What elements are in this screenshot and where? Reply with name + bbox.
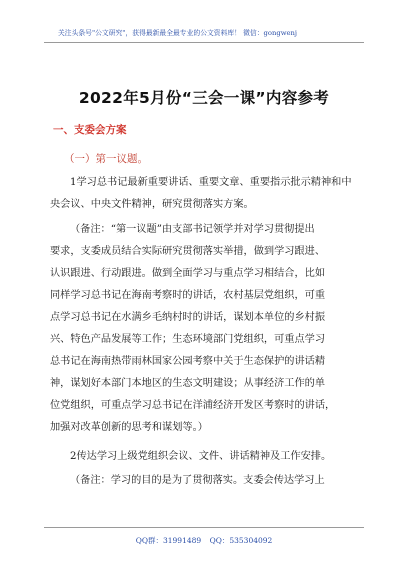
text-line: 神，谋划好本部门本地区的生态文明建设；从事经济工作的单 bbox=[50, 378, 326, 389]
text-line: （备注：学习的目的是为了贯彻落实。支委会传达学习上 bbox=[70, 475, 325, 486]
text-line: 央会议、中央文件精神，研究贯彻落实方案。 bbox=[50, 199, 254, 210]
paragraph-3 bbox=[50, 446, 362, 468]
section-heading: 一、支委会方案 bbox=[53, 124, 127, 136]
text-line: 加强对改革创新的思考和谋划等。） bbox=[50, 422, 208, 433]
footer bbox=[0, 535, 408, 546]
text-line: 位党组织，可重点学习总书记在洋浦经济开发区考察时的讲话， bbox=[50, 400, 336, 411]
text-line: 兴、特色产品发展等工作；生态环境部门党组织，可重点学习 bbox=[50, 334, 326, 345]
text-line: 2传达学习上级党组织会议、文件、讲话精神及工作安排。 bbox=[70, 451, 332, 462]
subsection-heading: （一）第一议题。 bbox=[64, 153, 148, 165]
text-line: 1学习总书记最新重要讲话、重要文章、重要指示批示精神和中 bbox=[70, 177, 352, 188]
document-title: 2022年5月份“三会一课”内容参考 bbox=[78, 89, 330, 107]
text-line: 同样学习总书记在海南考察时的讲话，农村基层党组织，可重 bbox=[50, 290, 326, 301]
text-line: 总书记在海南热带雨林国家公园考察中关于生态保护的讲话精 bbox=[50, 356, 326, 367]
paragraph-2 bbox=[50, 219, 362, 439]
footer-qq: QQ：535304092 bbox=[209, 536, 273, 545]
header-note: 关注头条号"公文研究"，获得最新最全最专业的公文资料库！ 微信：gongwenj bbox=[58, 29, 298, 37]
footer-divider bbox=[44, 527, 364, 528]
footer-qq-group: QQ群：31991489 bbox=[135, 536, 202, 545]
paragraph-4 bbox=[50, 470, 362, 492]
text-line: （备注：“第一议题”由支部书记领学并对学习贯彻提出 bbox=[70, 224, 315, 235]
header-divider bbox=[44, 42, 364, 43]
paragraph-1 bbox=[50, 172, 362, 216]
text-line: 点学习总书记在水满乡毛纳村时的讲话，谋划本单位的乡村振 bbox=[50, 312, 326, 323]
text-line: 要求，支委成员结合实际研究贯彻落实举措，做到学习跟进、 bbox=[50, 246, 326, 257]
text-line: 认识跟进、行动跟进。做到全面学习与重点学习相结合，比如 bbox=[50, 268, 326, 279]
